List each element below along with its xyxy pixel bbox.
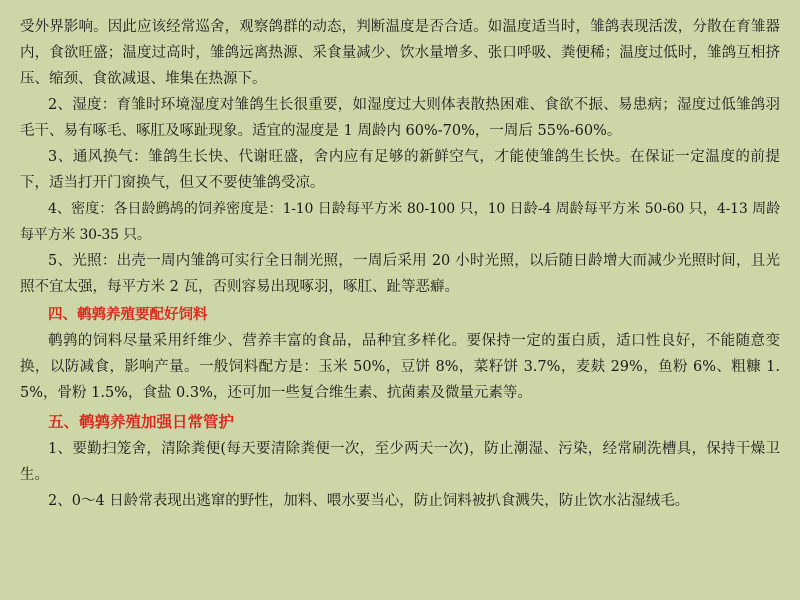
paragraph-density: 4、密度：各日龄鹧鸪的饲养密度是：1-10 日龄每平方米 80-100 只，10 日龄-4 周龄每平方米 50-60 只，4-13 周龄每平方米 30-35 只。 [20,201,780,243]
section-heading-feed: 四、鹌鹑养殖要配好饲料 [48,306,208,323]
paragraph-young-chicks: 2、0～4 日龄常表现出逃窜的野性，加料、喂水要当心，防止饲料被扒食溅失，防止饮水沾湿绒毛。 [48,493,690,509]
paragraph-humidity: 2、湿度：育雏时环境湿度对雏鸽生长很重要，如湿度过大则体表散热困难、食欲不振、易患病；湿度过低雏鸽羽毛干、易有啄毛、啄肛及啄趾现象。适宜的湿度是 1 周龄内 60%-70%，一周后 55%-60%。 [20,97,780,139]
paragraph-ventilation: 3、通风换气：雏鸽生长快、代谢旺盛，舍内应有足够的新鲜空气，才能使雏鸽生长快。在保证一定温度的前提下，适当打开门窗换气，但又不要使雏鸽受凉。 [20,149,780,191]
paragraph-feed: 鹌鹑的饲料尽量采用纤维少、营养丰富的食品，品种宜多样化。要保持一定的蛋白质，适口性良好，不能随意变换，以防减食，影响产量。一般饲料配方是：玉米 50%，豆饼 8%，菜籽饼 3.7%，麦麸 29%，鱼粉 6%、粗糠 1.5%，骨粉 1.5%，食盐 0.3%，还可加一些复合维生素、抗菌素及微量元素等。 [20,333,780,401]
section-heading-daily-care: 五、鹌鹑养殖加强日常管护 [48,412,235,431]
paragraph-temperature-observation: 受外界影响。因此应该经常巡舍，观察鸽群的动态，判断温度是否合适。如温度适当时，雏鸽表现活泼，分散在育雏器内，食欲旺盛；温度过高时，雏鸽远离热源、采食量减少、饮水量增多、张口呼吸、粪便稀；温度过低时，雏鸽互相挤压、缩颈、食欲减退、堆集在热源下。 [20,19,780,87]
paragraph-cleaning: 1、要勤扫笼舍，清除粪便(每天要清除粪便一次，至少两天一次)，防止潮湿、污染，经常刷洗槽具，保持干燥卫生。 [20,441,780,483]
paragraph-lighting: 5、光照：出壳一周内雏鸽可实行全日制光照，一周后采用 20 小时光照，以后随日龄增大而减少光照时间，且光照不宜太强，每平方米 2 瓦，否则容易出现啄羽，啄肛、趾等恶癖。 [20,253,780,295]
